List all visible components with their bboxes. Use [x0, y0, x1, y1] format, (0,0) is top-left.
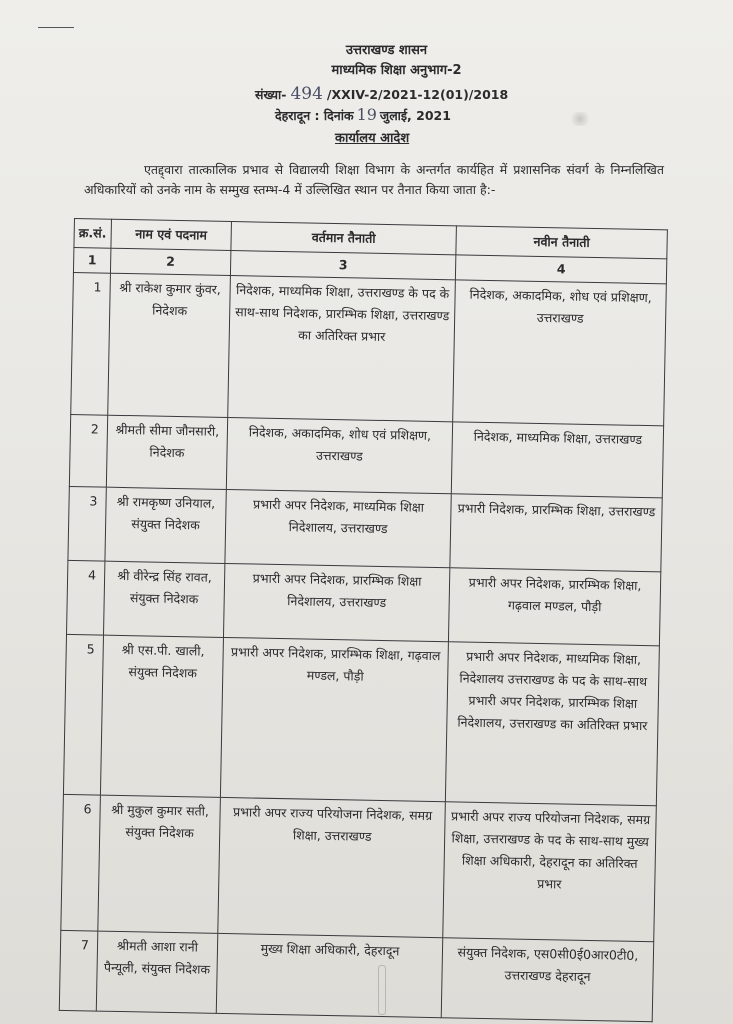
new-posting: निदेशक, माध्यमिक शिक्षा, उत्तराखण्ड	[451, 422, 663, 498]
table-row	[59, 930, 653, 1021]
column-number: 2	[110, 248, 231, 275]
row-serial: 7	[59, 930, 97, 1011]
new-posting: प्रभारी अपर निदेशक, प्रारम्भिक शिक्षा, गढ़वाल मण्डल, पौड़ी	[448, 568, 660, 646]
new-posting: प्रभारी अपर राज्य परियोजना निदेशक, समग्र शिक्षा, उत्तराखण्ड के पद के साथ-साथ मुख्य शिक्षा अधिकारी, देहरादून का अतिरिक्त प्रभार	[443, 802, 657, 942]
handwritten-ref-number: 494	[290, 84, 323, 104]
header-name: नाम एवं पदनाम	[111, 219, 232, 250]
order-title: कार्यालय आदेश	[335, 131, 410, 146]
row-serial: 4	[67, 560, 105, 635]
margin-mark	[38, 27, 74, 28]
header-new-posting: नवीन तैनाती	[456, 226, 667, 259]
current-posting: प्रभारी अपर निदेशक, प्रारम्भिक शिक्षा, गढ़वाल मण्डल, पौड़ी	[220, 637, 448, 801]
column-number: 4	[455, 255, 666, 284]
table-row	[63, 634, 659, 805]
officer-name: श्री एस.पी. खाली, संयुक्त निदेशक	[100, 635, 223, 797]
new-posting: संयुक्त निदेशक, एस0सी0ई0आर0टी0, उत्तराखण्ड देहरादून	[441, 938, 653, 1022]
column-number: 1	[73, 248, 110, 274]
current-posting: प्रभारी अपर निदेशक, माध्यमिक शिक्षा निदेशालय, उत्तराखण्ड	[225, 489, 451, 567]
table-row	[71, 272, 667, 425]
officer-name: श्री वीरेन्द्र सिंह रावत, संयुक्त निदेशक	[103, 561, 224, 637]
row-serial: 2	[69, 414, 107, 487]
officer-name: श्रीमती आशा रानी पैन्यूली, संयुक्त निदेशक	[96, 931, 218, 1013]
officer-name: श्री मुकुल कुमार सती, संयुक्त निदेशक	[98, 795, 221, 933]
header-serial: क्र.सं.	[74, 219, 111, 249]
officer-name: श्रीमती सीमा जौनसारी, निदेशक	[106, 415, 227, 489]
posting-table	[59, 218, 668, 1022]
table-row	[61, 794, 657, 941]
new-posting: निदेशक, अकादमिक, शोध एवं प्रशिक्षण, उत्तराखण्ड	[453, 280, 667, 426]
new-posting: प्रभारी अपर निदेशक, माध्यमिक शिक्षा, निदेशालय उत्तराखण्ड के पद के साथ-साथ प्रभारी अपर निदेशक, प्रारम्भिक शिक्षा निदेशालय, उत्तराखण्ड का अतिरिक्त प्रभार	[445, 642, 659, 806]
order-date: देहरादून : दिनांक 19 जुलाई, 2021	[275, 105, 451, 124]
government-heading: उत्तराखण्ड शासन	[345, 43, 428, 58]
row-serial: 1	[71, 272, 111, 415]
current-posting: प्रभारी अपर राज्य परियोजना निदेशक, समग्र शिक्षा, उत्तराखण्ड	[218, 797, 446, 937]
officer-name: श्री रामकृष्ण उनियाल, संयुक्त निदेशक	[105, 487, 226, 563]
paper-crease-mark	[378, 965, 386, 1015]
row-serial: 5	[63, 634, 103, 795]
current-posting: प्रभारी अपर निदेशक, प्रारम्भिक शिक्षा निदेशालय, उत्तराखण्ड	[223, 563, 449, 641]
new-posting: प्रभारी निदेशक, प्रारम्भिक शिक्षा, उत्तराखण्ड	[450, 494, 662, 572]
current-posting: निदेशक, अकादमिक, शोध एवं प्रशिक्षण, उत्तराखण्ड	[226, 417, 452, 493]
header-current-posting: वर्तमान तैनाती	[231, 222, 457, 255]
handwritten-date-day: 19	[356, 105, 377, 124]
table-row	[67, 560, 661, 645]
table-row	[68, 486, 662, 571]
smudge-mark	[568, 112, 592, 126]
reference-number: संख्या- 494 /XXIV-2/2021-12(01)/2018	[255, 84, 509, 104]
officer-name: श्री राकेश कुमार कुंवर, निदेशक	[108, 273, 231, 417]
table-row	[69, 414, 663, 497]
column-number: 3	[230, 251, 456, 280]
section-heading: माध्यमिक शिक्षा अनुभाग-2	[331, 63, 462, 78]
current-posting: मुख्य शिक्षा अधिकारी, देहरादून	[216, 933, 443, 1017]
row-serial: 6	[61, 794, 100, 931]
current-posting: निदेशक, माध्यमिक शिक्षा, उत्तराखण्ड के पद के साथ-साथ निदेशक, प्रारम्भिक शिक्षा, उत्तराखण्ड का अतिरिक्त प्रभार	[228, 276, 456, 422]
row-serial: 3	[68, 486, 106, 561]
order-intro-paragraph: एतद्द्वारा तात्कालिक प्रभाव से विद्यालयी शिक्षा विभाग के अन्तर्गत कार्यहित में प्रशासनिक संवर्ग के निम्नलिखित अधिकारियों को उनके नाम के सम्मुख स्तम्भ-4 में उल्लिखित स्थान पर तैनात किया जाता है:-	[84, 162, 664, 197]
